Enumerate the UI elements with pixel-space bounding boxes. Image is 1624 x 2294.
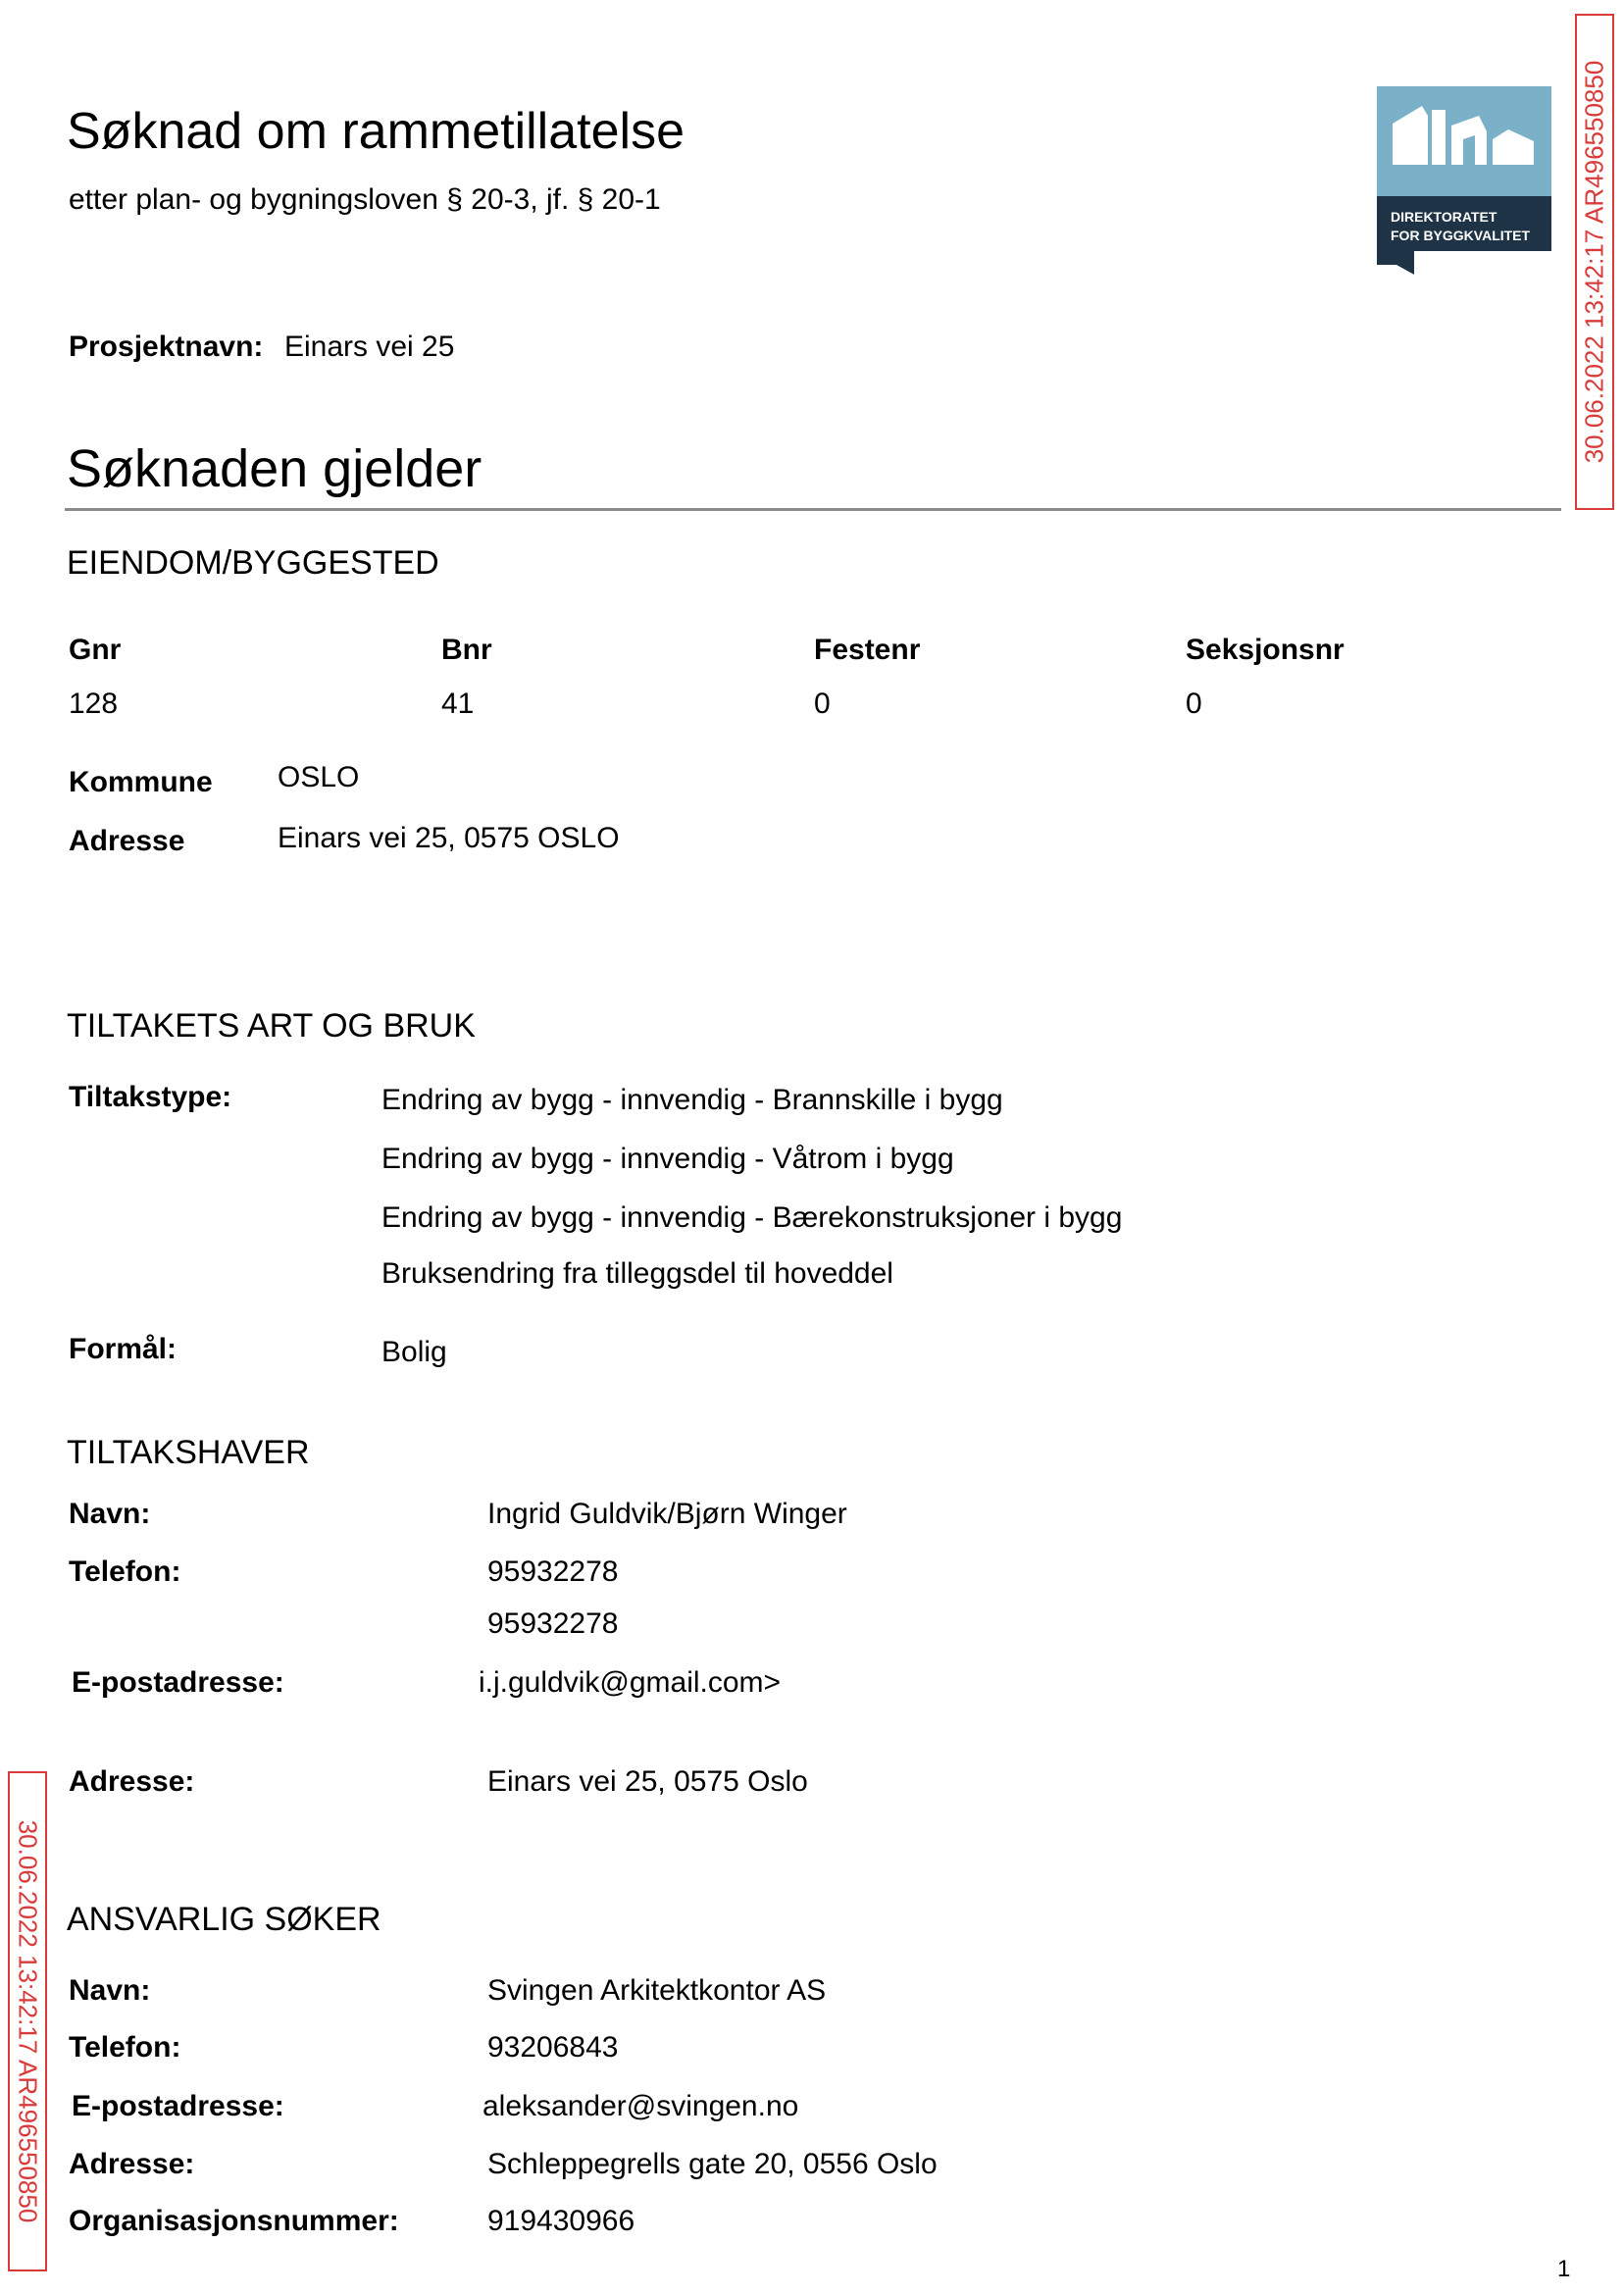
gnr-label: Gnr	[69, 634, 122, 666]
logo-text-line2: FOR BYGGKVALITET	[1391, 228, 1531, 243]
soker-adresse-value: Schleppegrells gate 20, 0556 Oslo	[487, 2148, 938, 2180]
project-name-value: Einars vei 25	[284, 331, 455, 363]
tiltakshaver-telefon-value: 95932278	[487, 1607, 619, 1640]
soker-epost-label: E-postadresse:	[72, 2090, 284, 2122]
soker-telefon-value: 93206843	[487, 2031, 619, 2064]
seksjonsnr-label: Seksjonsnr	[1186, 634, 1345, 666]
soker-orgnr-value: 919430966	[487, 2205, 635, 2237]
formal-label: Formål:	[69, 1333, 178, 1365]
document-title: Søknad om rammetillatelse	[67, 103, 685, 160]
tiltak-heading: TILTAKETS ART OG BRUK	[67, 1007, 476, 1045]
page-number: 1	[1557, 2256, 1571, 2282]
tiltakstype-label: Tiltakstype:	[69, 1081, 232, 1113]
dibk-logo-icon	[1377, 86, 1551, 279]
tiltakshaver-epost-value: i.j.guldvik@gmail.com>	[479, 1666, 782, 1699]
soker-epost-value: aleksander@svingen.no	[482, 2090, 799, 2122]
tiltakstype-item: Bruksendring fra tilleggsdel til hoveddel	[381, 1257, 893, 1290]
section-divider	[65, 508, 1561, 511]
adresse-label: Adresse	[69, 825, 185, 857]
soker-telefon-label: Telefon:	[69, 2031, 181, 2064]
bnr-label: Bnr	[441, 634, 492, 666]
logo-text-line1: DIREKTORATET	[1391, 209, 1497, 225]
dibk-logo	[1377, 86, 1551, 279]
soker-navn-label: Navn:	[69, 1974, 151, 2007]
seksjonsnr-value: 0	[1186, 688, 1202, 720]
tiltakstype-item: Endring av bygg - innvendig - Bærekonstruksjoner i bygg	[381, 1201, 1123, 1234]
tiltakshaver-heading: TILTAKSHAVER	[67, 1434, 310, 1471]
tiltakshaver-navn-value: Ingrid Guldvik/Bjørn Winger	[487, 1498, 847, 1530]
soker-adresse-label: Adresse:	[69, 2148, 195, 2180]
bnr-value: 41	[441, 688, 475, 720]
festenr-value: 0	[814, 688, 831, 720]
soker-orgnr-label: Organisasjonsnummer:	[69, 2205, 399, 2237]
festenr-label: Festenr	[814, 634, 921, 666]
tiltakshaver-adresse-value: Einars vei 25, 0575 Oslo	[487, 1765, 808, 1798]
gnr-value: 128	[69, 688, 119, 720]
kommune-label: Kommune	[69, 766, 213, 798]
soker-navn-value: Svingen Arkitektkontor AS	[487, 1974, 827, 2007]
tiltakshaver-navn-label: Navn:	[69, 1498, 151, 1530]
archive-stamp-text: 30.06.2022 13:42:17 AR496550850	[1579, 60, 1609, 464]
archive-stamp-bottom	[8, 1771, 47, 2271]
tiltakshaver-telefon-value: 95932278	[487, 1555, 619, 1588]
tiltakstype-item: Endring av bygg - innvendig - Våtrom i bygg	[381, 1143, 954, 1175]
archive-stamp-top	[1575, 14, 1614, 510]
adresse-value: Einars vei 25, 0575 OSLO	[278, 822, 620, 854]
section-heading: Søknaden gjelder	[67, 439, 482, 498]
tiltakshaver-adresse-label: Adresse:	[69, 1765, 195, 1798]
eiendom-heading: EIENDOM/BYGGESTED	[67, 544, 439, 582]
tiltakstype-item: Endring av bygg - innvendig - Brannskille i bygg	[381, 1084, 1003, 1116]
tiltakshaver-telefon-label: Telefon:	[69, 1555, 181, 1588]
project-name-label: Prosjektnavn:	[69, 331, 264, 363]
formal-value: Bolig	[381, 1336, 447, 1368]
archive-stamp-text: 30.06.2022 13:42:17 AR496550850	[13, 1819, 43, 2223]
document-subtitle: etter plan- og bygningsloven § 20-3, jf. § 20-1	[69, 183, 661, 216]
ansvarlig-soker-heading: ANSVARLIG SØKER	[67, 1901, 381, 1938]
kommune-value: OSLO	[278, 761, 360, 793]
tiltakshaver-epost-label: E-postadresse:	[72, 1666, 284, 1699]
